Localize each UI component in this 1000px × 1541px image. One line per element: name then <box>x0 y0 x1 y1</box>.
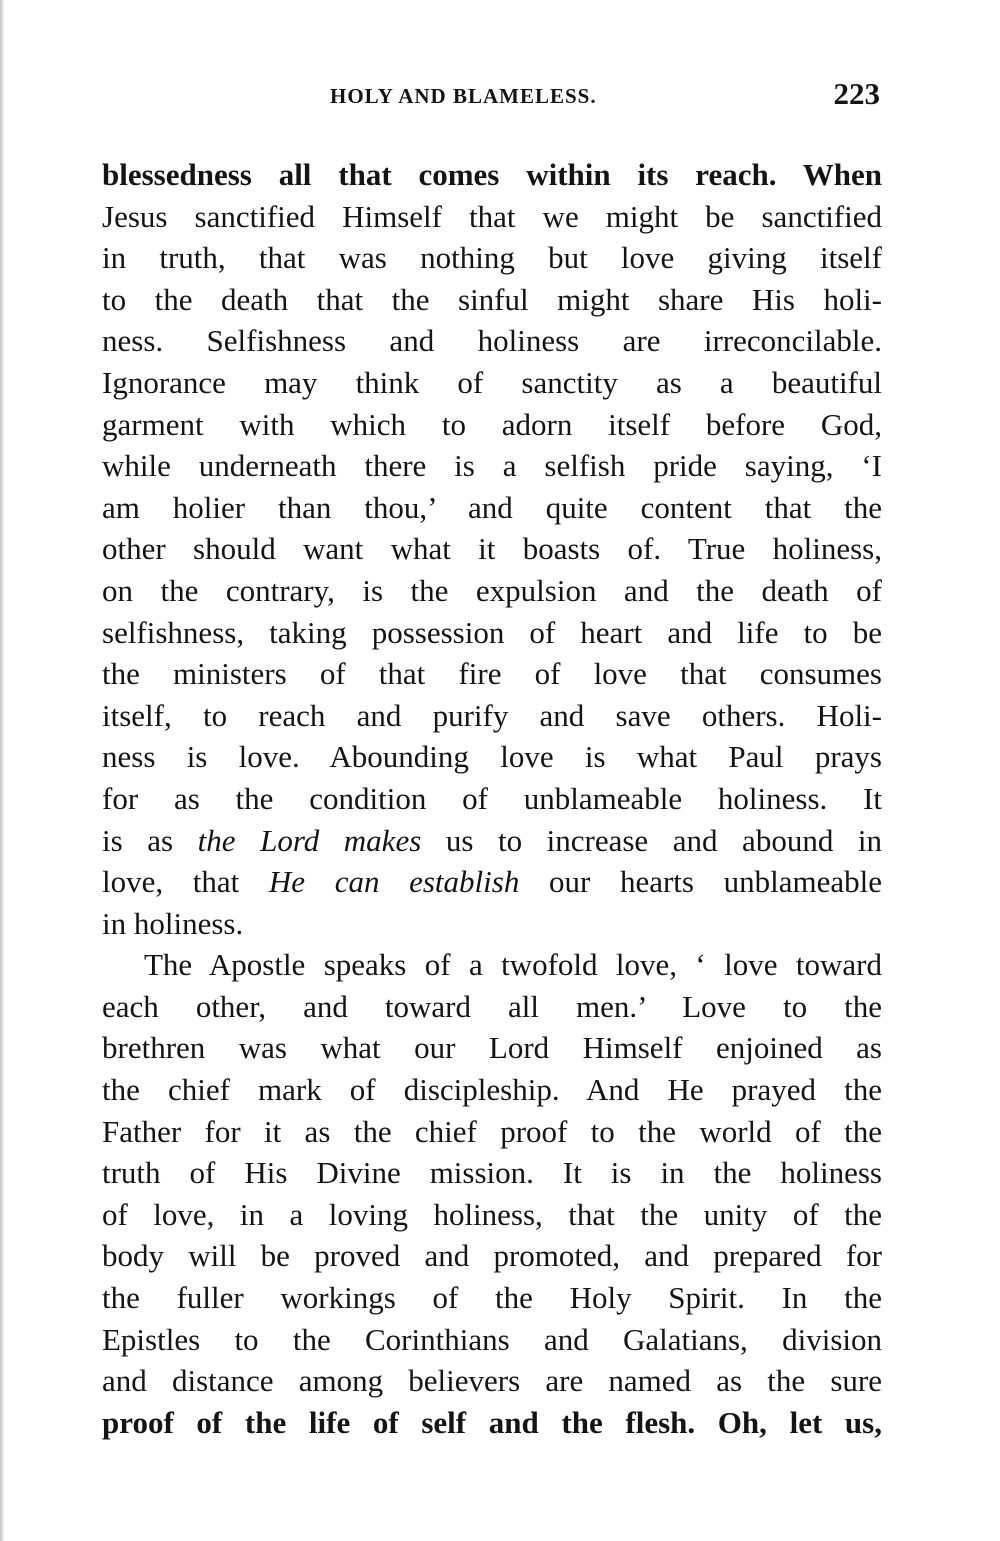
text-line: and distance among believers are named as the sure <box>102 1363 882 1399</box>
page-edge-shadow <box>0 0 5 1541</box>
running-head: HOLY AND BLAMELESS. <box>330 84 597 108</box>
text-line: Epistles to the Corinthians and Galatians, division <box>102 1321 882 1357</box>
italic-phrase: He can establish <box>268 864 520 900</box>
text-line: the ministers of that fire of love that consumes <box>102 656 882 692</box>
page-header <box>102 76 882 116</box>
body-text <box>102 154 882 1443</box>
text-line: ness is love. Abounding love is what Paul prays <box>102 739 882 775</box>
text-line: truth of His Divine mission. It is in the holiness <box>102 1155 882 1191</box>
text-line: itself, to reach and purify and save others. Holi- <box>102 697 882 733</box>
text-line: while underneath there is a selfish pride saying, ‘I <box>102 448 882 484</box>
text-line: love, that He can establish our hearts unblameable <box>102 864 882 900</box>
text-line: the chief mark of discipleship. And He prayed the <box>102 1072 882 1108</box>
text-line: other should want what it boasts of. True holiness, <box>102 531 882 567</box>
text-line: The Apostle speaks of a twofold love, ‘ love toward <box>144 947 882 983</box>
text-line: selfishness, taking possession of heart and life to be <box>102 614 882 650</box>
text-line: garment with which to adorn itself before God, <box>102 406 882 442</box>
text-line: body will be proved and promoted, and prepared for <box>102 1238 882 1274</box>
text-line: Jesus sanctified Himself that we might be sanctified <box>102 198 882 234</box>
text-line: in truth, that was nothing but love giving itself <box>102 240 882 276</box>
text-line: is as the Lord makes us to increase and abound in <box>102 822 882 858</box>
text-line: in holiness. <box>102 905 244 941</box>
text-line: proof of the life of self and the flesh. Oh, let us, <box>102 1404 882 1440</box>
text-line: on the contrary, is the expulsion and the death of <box>102 572 882 608</box>
text-line: each other, and toward all men.’ Love to the <box>102 988 882 1024</box>
page-number: 223 <box>833 76 880 111</box>
text-line: Ignorance may think of sanctity as a beautiful <box>102 364 882 400</box>
text-line: Father for it as the chief proof to the world of the <box>102 1113 882 1149</box>
text-line: to the death that the sinful might share His holi- <box>102 281 882 317</box>
text-line: of love, in a loving holiness, that the unity of the <box>102 1196 882 1232</box>
text-line: ness. Selfishness and holiness are irreconcilable. <box>102 323 882 359</box>
text-line: am holier than thou,’ and quite content that the <box>102 489 882 525</box>
text-line: the fuller workings of the Holy Spirit. In the <box>102 1280 882 1316</box>
italic-phrase: the Lord makes <box>197 822 422 858</box>
text-line: brethren was what our Lord Himself enjoined as <box>102 1030 882 1066</box>
text-line: for as the condition of unblameable holiness. It <box>102 780 882 816</box>
text-line: blessedness all that comes within its reach. When <box>102 157 882 192</box>
